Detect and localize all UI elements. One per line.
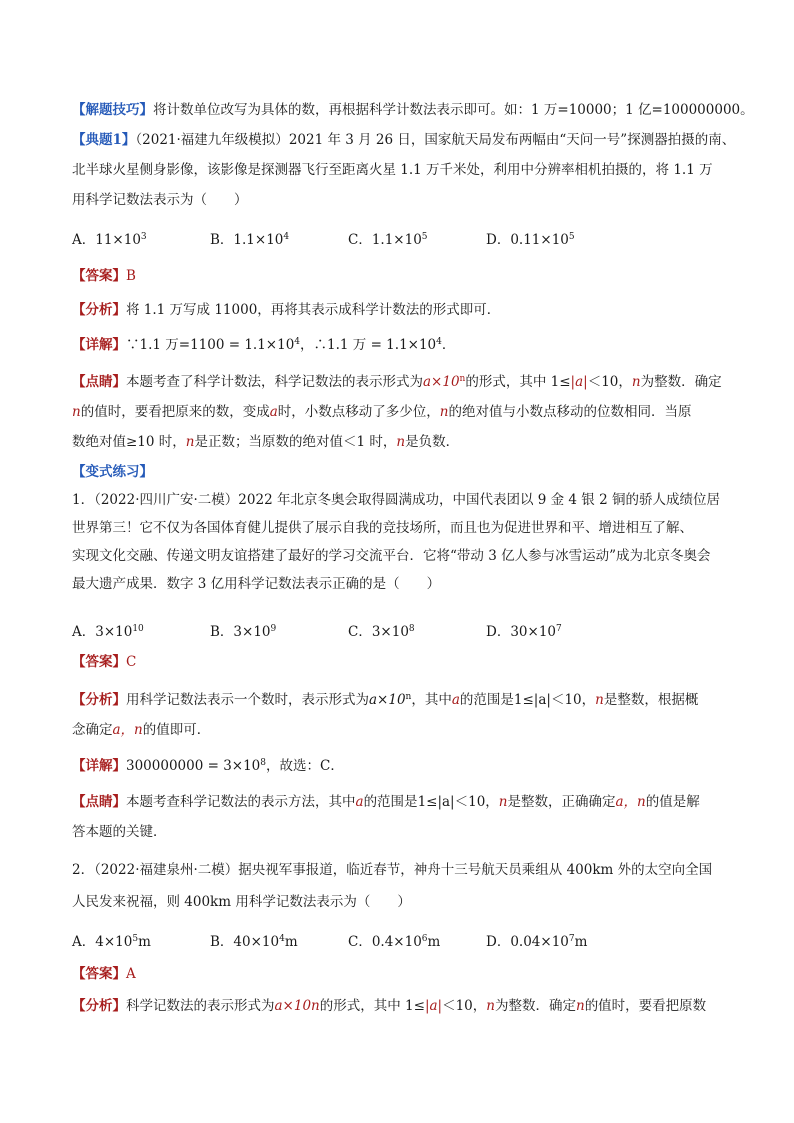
option-d: D．$0.04\times 10^7m$ — [486, 934, 588, 950]
option-d: D．$30\times 10^7$ — [486, 624, 562, 640]
answer-value: B — [126, 268, 136, 284]
practice-header — [72, 460, 724, 484]
q1-comment: 【点睛】本题考查科学记数法的表示方法，其中a的范围是1≤|a|＜10，n是整数，正确确定a，n的值是解 答本题的关键． — [72, 794, 700, 840]
q2-analysis: 【分析】科学记数法的表示形式为a×10n的形式，其中 1≤|a|＜10，n为整数．确定n的值时，要看把原数 — [72, 998, 707, 1014]
tips-text: 将计数单位改写为具体的数，再根据科学计数法表示即可。如：1 万=10000；1 亿=100000000。 — [153, 102, 754, 118]
answer-value: C — [126, 654, 137, 670]
option-b: B．$40\times 10^4m$ — [210, 934, 298, 950]
option-c: C．$3\times 10^8$ — [348, 624, 415, 640]
example1-source: （2021·福建九年级模拟） — [135, 132, 289, 148]
tips-section — [72, 98, 754, 122]
option-a: A．$3\times 10^{10}$ — [72, 624, 144, 640]
q2-number: 2． — [72, 862, 95, 878]
q2-options — [72, 930, 724, 954]
example1-analysis — [72, 298, 724, 322]
example1-answer — [72, 264, 724, 288]
option-b: B．$1.1\times 10^4$ — [210, 232, 290, 248]
q1-number: 1． — [72, 492, 95, 508]
q1-options — [72, 620, 724, 644]
example1-line1: 2021 年 3 月 26 日，国家航天局发布两幅由“天问一号”探测器拍摄的南、 — [288, 132, 736, 148]
example1-detail: 【详解】∵1.1 万$=1100 = 1.1\times 10^4$，∴1.1 万 = $1.1\times 10^4$． — [72, 337, 456, 353]
example1-comment: 【点睛】本题考查了科学计数法，科学记数法的表示形式为$a\times 10^n$的形式，其中 1≤|a|＜10，n为整数．确定 n的值时，要看把原来的数，变成a时，小数点移动了多少位，n的绝对值与小数点移动的位数相同．当原 数绝对值≥10 时，n是正数；当原数的绝对值＜1 时，n是负数． — [72, 374, 722, 450]
analysis-text: 将 1.1 万写成 11000，再将其表示成科学计数法的形式即可． — [126, 302, 501, 318]
question1: 1．（2022·四川广安·二模）2022 年北京冬奥会取得圆满成功，中国代表团以 9 金 4 银 2 铜的骄人成绩位居 世界第三！它不仅为各国体育健儿提供了展示自我的竞技场所，而且也为促进世界和平、增进相互了解、 实现文化交融、传递文明友谊搭建了最好的学习交流平台．它将“带动 3 亿人参与冰雪运动”成为北京冬奥会 最大遗产成果．数字 3 亿用科学记数法表示正确的是（ ） — [72, 492, 720, 592]
example1-label: 【典题1】 — [72, 132, 136, 148]
analysis-label: 【分析】 — [72, 302, 126, 318]
option-c: C．$1.1\times 10^5$ — [348, 232, 428, 248]
practice-label: 【变式练习】 — [72, 464, 153, 480]
example1-line3: 用科学记数法表示为（ ） — [72, 192, 248, 208]
q1-answer: 【答案】C — [72, 654, 137, 670]
option-b: B．$3\times 10^9$ — [210, 624, 277, 640]
q1-detail: 【详解】$300000000 = 3\times 10^8$，故选：C． — [72, 758, 344, 774]
option-a: A．$11\times 10^3$ — [72, 232, 147, 248]
option-a: A．$4\times 10^5m$ — [72, 934, 151, 950]
example1-question — [72, 128, 736, 212]
example1-line2: 北半球火星侧身影像，该影像是探测器飞行至距离火星 1.1 万千米处，利用中分辨率相机拍摄的，将 1.1 万 — [72, 162, 713, 178]
option-d: D．$0.11\times 10^5$ — [486, 232, 575, 248]
tips-label: 【解题技巧】 — [72, 102, 153, 118]
q2-answer: 【答案】A — [72, 966, 136, 982]
answer-value: A — [126, 966, 136, 982]
question2: 2．（2022·福建泉州·二模）据央视军事报道，临近春节，神舟十三号航天员乘组从 400km 外的太空向全国 人民发来祝福，则 400km 用科学记数法表示为（ ） — [72, 862, 713, 910]
q2-source: （2022·福建泉州·二模） — [94, 862, 239, 878]
answer-label: 【答案】 — [72, 268, 126, 284]
q1-analysis: 【分析】用科学记数法表示一个数时，表示形式为$a\times 10^n$，其中a的范围是1≤|a|＜10，n是整数，根据概 念确定a，n的值即可． — [72, 692, 699, 738]
example1-options — [72, 228, 724, 252]
detail-label: 【详解】 — [72, 337, 126, 353]
q1-source: （2022·四川广安·二模） — [94, 492, 239, 508]
option-c: C．$0.4\times 10^6m$ — [348, 934, 441, 950]
comment-label: 【点睛】 — [72, 374, 126, 390]
